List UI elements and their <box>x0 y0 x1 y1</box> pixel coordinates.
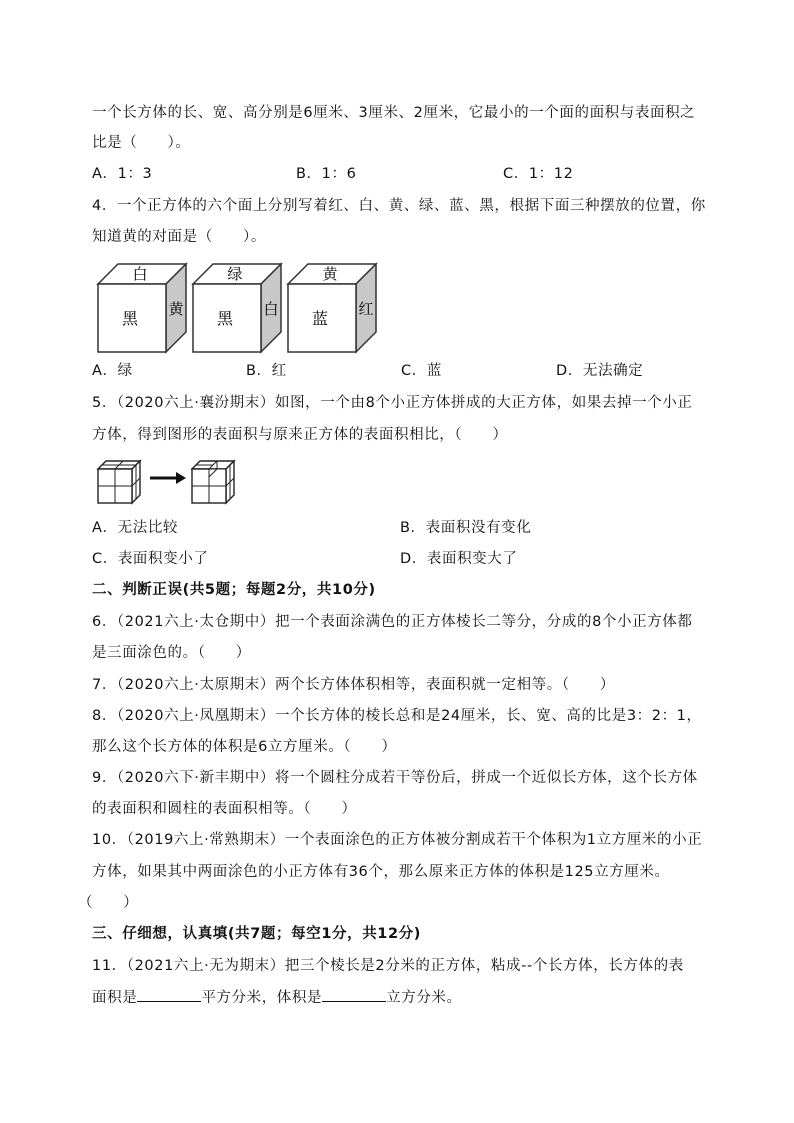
q4-option-c: C．蓝 <box>401 363 442 379</box>
q3-stem-line1: 一个长方体的长、宽、高分别是6厘米、3厘米、2厘米，它最小的一个面的面积与表面积之 <box>92 105 696 121</box>
q8-line2: 那么这个长方体的体积是6立方厘米。（ ） <box>92 739 397 755</box>
q4-stem-line1: 4．一个正方体的六个面上分别写着红、白、黄、绿、蓝、黑，根据下面三种摆放的位置，你 <box>92 198 706 214</box>
q3-option-c: C．1：12 <box>503 166 574 182</box>
q4-option-d: D．无法确定 <box>556 363 644 379</box>
q4-option-a: A．绿 <box>92 363 133 379</box>
q11-text-b: 平方分米，体积是 <box>201 990 323 1006</box>
cube2-side-label: 白 <box>263 300 279 318</box>
q5-stem-line1: 5．（2020六上·襄汾期末）如图，一个由8个小正方体拼成的大正方体，如果去掉一个小正 <box>92 395 693 411</box>
section3-heading: 三、仔细想，认真填(共7题；每空1分，共12分) <box>92 926 422 942</box>
q4-option-b: B．红 <box>246 363 287 379</box>
cube3-front-label: 蓝 <box>311 309 329 328</box>
q5-figure-full-cube <box>96 459 142 505</box>
q5-option-a: A．无法比较 <box>92 520 179 536</box>
q3-stem-line2: 比是（ ）。 <box>92 135 191 151</box>
q5-stem-line2: 方体，得到图形的表面积与原来正方体的表面积相比，（ ） <box>92 427 508 443</box>
q6-line2: 是三面涂色的。（ ） <box>92 645 251 661</box>
cube-figure-2 <box>191 262 283 354</box>
q10-line3: （ ） <box>78 895 139 911</box>
section2-heading: 二、判断正误(共5题；每题2分，共10分) <box>92 582 376 598</box>
cube1-side-label: 黄 <box>168 300 184 318</box>
q6-line1: 6．（2021六上·太仓期中）把一个表面涂满色的正方体棱长二等分，分成的8个小正方体都 <box>92 614 693 630</box>
cube2-top-label: 绿 <box>227 265 243 283</box>
cube-figure-3 <box>286 262 378 354</box>
q5-option-d: D．表面积变大了 <box>400 551 518 567</box>
cube3-top-label: 黄 <box>322 265 338 283</box>
q4-stem-line2: 知道黄的对面是（ ）。 <box>92 229 266 245</box>
cube2-front-label: 黑 <box>216 309 234 328</box>
q11-text-c: 立方分米。 <box>386 990 462 1006</box>
q3-option-b: B．1：6 <box>296 166 357 182</box>
q10-line1: 10．（2019六上·常熟期末）一个表面涂色的正方体被分割成若干个体积为1立方厘米的小正 <box>92 832 703 848</box>
q11-line1: 11．（2021六上·无为期末）把三个棱长是2分米的正方体，粘成--个长方体，长方体的表 <box>92 958 684 974</box>
q11-text-a: 面积是 <box>92 990 138 1006</box>
q8-line1: 8．（2020六上·凤凰期末）一个长方体的棱长总和是24厘米，长、宽、高的比是3：2：1， <box>92 708 702 724</box>
q11-blank-area[interactable] <box>137 987 201 1002</box>
q9-line2: 的表面积和圆柱的表面积相等。（ ） <box>92 801 357 817</box>
cube3-side-label: 红 <box>358 300 374 318</box>
q7-line: 7．（2020六上·太原期末）两个长方体体积相等，表面积就一定相等。（ ） <box>92 677 616 693</box>
q11-blank-volume[interactable] <box>322 987 386 1002</box>
q5-option-b: B．表面积没有变化 <box>400 520 532 536</box>
arrow-icon <box>150 472 186 484</box>
q11-line2 <box>92 987 462 1008</box>
cube-figure-1 <box>96 262 188 354</box>
q5-option-c: C．表面积变小了 <box>92 551 209 567</box>
q3-option-a: A．1：3 <box>92 166 153 182</box>
q5-figure-cube-missing-one <box>190 459 236 505</box>
q9-line1: 9．（2020六下·新丰期中）将一个圆柱分成若干等份后，拼成一个近似长方体，这个长方体 <box>92 770 698 786</box>
cube1-top-label: 白 <box>132 265 148 283</box>
q10-line2: 方体，如果其中两面涂色的小正方体有36个，那么原来正方体的体积是125立方厘米。 <box>92 864 670 880</box>
cube1-front-label: 黑 <box>121 309 139 328</box>
